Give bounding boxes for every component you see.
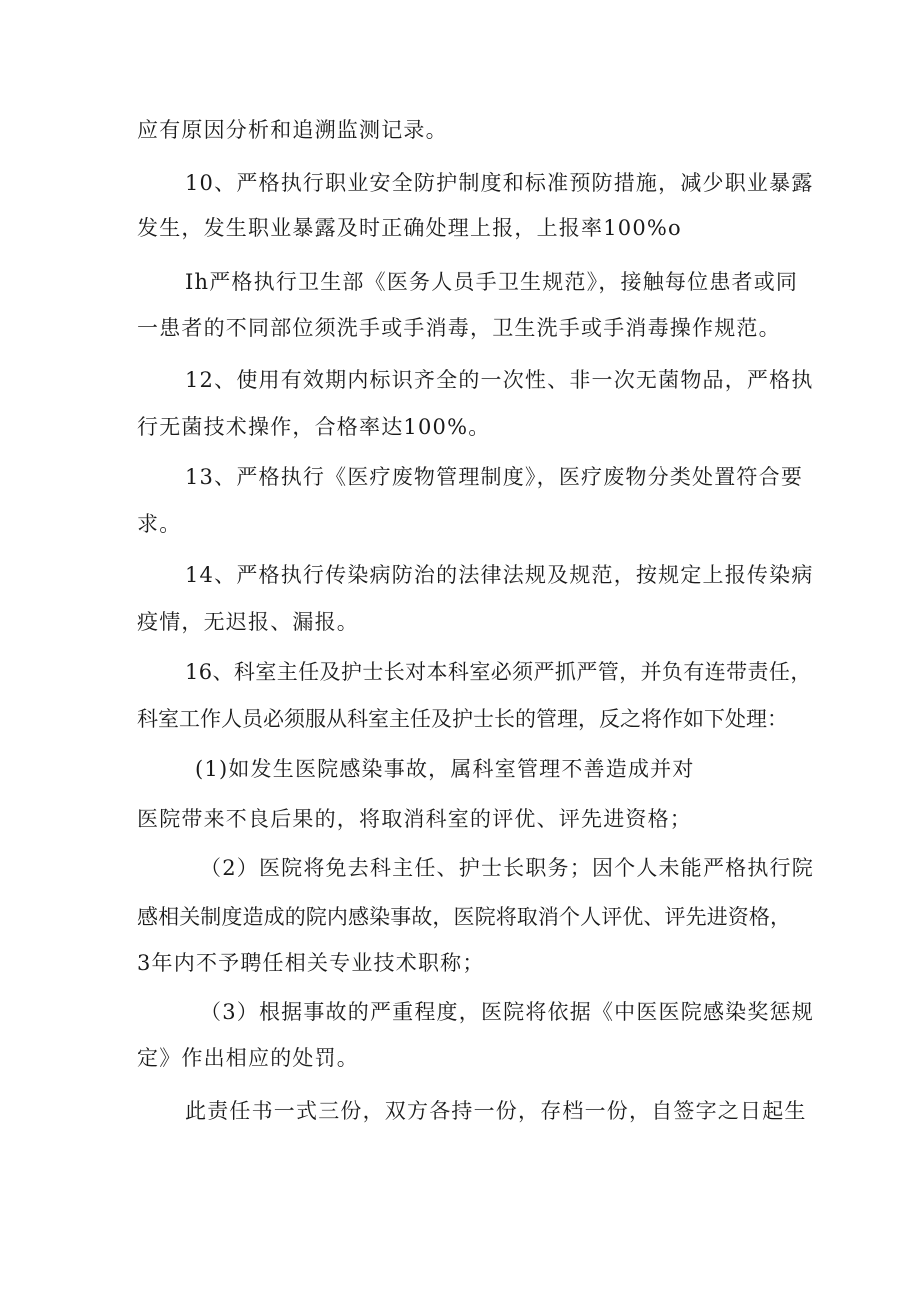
- text-line: 12、使用有效期内标识齐全的一次性、非一次无菌物品，严格执: [185, 368, 814, 392]
- text-line: 疫情，无迟报、漏报。: [137, 610, 359, 634]
- text-line: 14、严格执行传染病防治的法律法规及规范，按规定上报传染病: [185, 563, 814, 587]
- text-line: 求。: [137, 512, 182, 536]
- text-line: 此责任书一式三份，双方各持一份，存档一份，自签字之日起生: [185, 1099, 807, 1123]
- text-line: 应有原因分析和追溯监测记录。: [137, 118, 448, 142]
- text-line: 3年内不予聘任相关专业技术职称；: [137, 951, 485, 975]
- text-line: 定》作出相应的处罚。: [137, 1046, 359, 1070]
- text-line: 科室工作人员必须服从科室主任及护士长的管理，反之将作如下处理：: [137, 707, 788, 731]
- text-line: 发生，发生职业暴露及时正确处理上报，上报率100%o: [137, 216, 682, 240]
- text-line: 13、严格执行《医疗废物管理制度》，医疗废物分类处置符合要: [185, 465, 804, 489]
- text-line: Ih严格执行卫生部《医务人员手卫生规范》，接触每位患者或同: [185, 270, 799, 294]
- text-line: 医院带来不良后果的，将取消科室的评优、评先进资格；: [137, 807, 692, 831]
- text-line: 16、科室主任及护士长对本科室必须严抓严管，并负有连带责任，: [185, 660, 812, 684]
- text-line: 一患者的不同部位须洗手或手消毒，卫生洗手或手消毒操作规范。: [137, 316, 781, 340]
- text-line: 10、严格执行职业安全防护制度和标准预防措施，减少职业暴露: [185, 171, 814, 195]
- text-line: 行无菌技术操作，合格率达100%。: [137, 415, 491, 439]
- text-line: 感相关制度造成的院内感染事故，医院将取消个人评优、评先进资格，: [137, 905, 792, 929]
- text-line: （2）医院将免去科主任、护士长职务；因个人未能严格执行院: [200, 856, 814, 880]
- text-line: （3）根据事故的严重程度，医院将依据《中医医院感染奖惩规: [200, 1000, 814, 1024]
- text-line: (1)如发生医院感染事故，属科室管理不善造成并对: [195, 757, 695, 781]
